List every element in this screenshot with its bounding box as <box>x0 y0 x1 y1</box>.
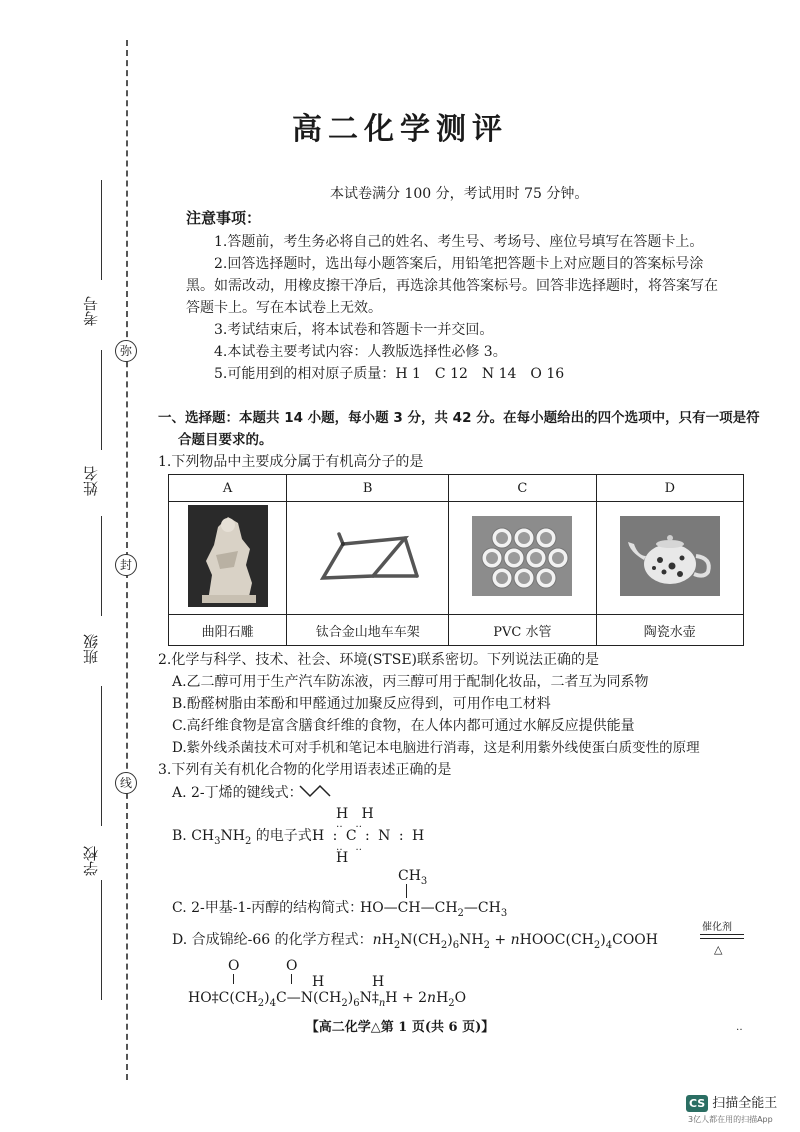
seal-mark-xian: 线 <box>115 772 137 794</box>
pvc-pipes-image <box>472 516 572 596</box>
methyl-bond <box>406 884 407 898</box>
q3-option-c: C. 2-甲基-1-丙醇的结构简式： <box>172 900 364 916</box>
q1-option-c-caption: PVC 水管 <box>449 615 596 646</box>
q1-option-b-image <box>287 502 449 615</box>
notice-heading: 注意事项： <box>186 209 262 227</box>
q1-options-table <box>168 474 744 646</box>
section1-heading-cont: 合题目要求的。 <box>178 432 273 448</box>
q1-option-a-image <box>169 502 287 615</box>
notice-3: 3.考试结束后，将本试卷和答题卡一并交回。 <box>214 322 494 338</box>
q2-stem: 2.化学与科学、技术、社会、环境(STSE)联系密切。下列说法正确的是 <box>158 652 600 668</box>
notice-4: 4.本试卷主要考试内容：人教版选择性必修 3。 <box>214 344 507 360</box>
carbonyl-bond-1 <box>233 974 234 984</box>
q1-option-b-caption: 钛合金山地车车架 <box>287 615 449 646</box>
label-exam-number: 考号 <box>82 296 100 326</box>
q3-option-d-text: D. 合成锦纶-66 的化学方程式： <box>172 932 373 948</box>
field-line-bottom <box>101 880 103 1000</box>
notice-2-cont: 黑。如需改动，用橡皮擦干净后，再选涂其他答案标号。回答非选择题时，将答案写在 <box>186 278 718 294</box>
intro-text: 本试卷满分 100 分，考试用时 75 分钟。 <box>330 186 589 202</box>
scanner-watermark <box>686 1092 777 1112</box>
section1-heading: 一、选择题：本题共 14 小题，每小题 3 分，共 42 分。在每小题给出的四个选项中，只有一项是符 <box>158 410 760 426</box>
label-class: 班级 <box>82 634 100 664</box>
page-title: 高二化学测评 <box>292 112 508 147</box>
q3-option-b-text: 的电子式： <box>255 828 326 844</box>
methylamine-dot-bottom: H <box>336 850 349 866</box>
bike-frame-image <box>313 526 423 586</box>
amide-h-2: H <box>372 974 385 990</box>
scanner-name: 扫描全能王 <box>712 1096 778 1111</box>
field-line-class <box>101 516 103 616</box>
q2-option-a: A.乙二醇可用于生产汽车防冻液，丙三醇可用于配制化妆品，二者互为同系物 <box>172 674 649 690</box>
reaction-arrow-line-bottom <box>700 938 744 939</box>
methylamine-dot-center: H : C : N : H <box>312 828 427 844</box>
seal-mark-mi: 弥 <box>115 340 137 362</box>
notice-1: 1.答题前，考生务必将自己的姓名、考生号、考场号、座位号填写在答题卡上。 <box>214 234 704 250</box>
q1-option-c-image <box>449 502 596 615</box>
q3-option-a: A. 2-丁烯的键线式： <box>172 785 303 801</box>
carbonyl-o-2: O <box>286 958 298 974</box>
label-school: 学校 <box>82 846 100 876</box>
q3-stem: 3.下列有关有机化合物的化学用语表述正确的是 <box>158 762 452 778</box>
q1-stem: 1.下列物品中主要成分属于有机高分子的是 <box>158 454 424 470</box>
q1-option-d-caption: 陶瓷水壶 <box>596 615 743 646</box>
field-line-school <box>101 686 103 826</box>
seal-mark-feng: 封 <box>115 554 137 576</box>
stone-carving-image <box>188 505 268 607</box>
q3-option-d: D. 合成锦纶-66 的化学方程式：$nH_2N(CH_2)_6NH_2$ + $nHOOC(CH_2)_4COOH$ <box>172 932 658 951</box>
q1-option-b-letter: B <box>287 475 449 502</box>
scanner-subtitle: 3亿人都在用的扫描App <box>688 1115 773 1124</box>
nylon-product-formula: $HO\ddagger C(CH_2)_4C—N(CH_2)_6N\ddagger_nH + 2nH_2O$ <box>188 990 467 1009</box>
q2-option-b: B.酚醛树脂由苯酚和甲醛通过加聚反应得到，可用作电工材料 <box>172 696 551 712</box>
label-name: 姓名 <box>82 466 100 496</box>
page-footer: 【高二化学△第 1 页(共 6 页)】 <box>305 1020 495 1035</box>
methylamine-dot-top-pairs: ‥ ‥ <box>336 819 363 830</box>
amide-h-1: H <box>312 974 325 990</box>
q1-option-a-letter: A <box>169 475 287 502</box>
q1-option-a-caption: 曲阳石雕 <box>169 615 287 646</box>
propanol-formula: $HO—CH—CH_2—CH_3$ <box>360 900 508 919</box>
methylamine-dot-bottom-pairs: ‥ ‥ <box>336 842 363 853</box>
q1-option-d-letter: D <box>596 475 743 502</box>
reaction-arrow-line-top <box>700 934 744 935</box>
corner-dots: ‥ <box>736 1022 743 1033</box>
carbonyl-bond-2 <box>291 974 292 984</box>
q2-option-d: D.紫外线杀菌技术可对手机和笔记本电脑进行消毒，这是利用紫外线使蛋白质变性的原理 <box>172 740 700 756</box>
notice-5: 5.可能用到的相对原子质量：H 1 C 12 N 14 O 16 <box>214 366 565 382</box>
q1-option-d-image <box>596 502 743 615</box>
catalyst-label: 催化剂 <box>702 922 732 933</box>
q3-option-b: B. $CH_3NH_2$ 的电子式： <box>172 828 326 847</box>
heat-symbol: △ <box>714 943 723 956</box>
notice-2-end: 答题卡上。写在本试卷上无效。 <box>186 300 382 316</box>
carbonyl-o-1: O <box>228 958 240 974</box>
field-line-name <box>101 350 103 450</box>
field-line-exam-number <box>101 180 103 280</box>
methyl-branch: $CH_3$ <box>398 868 428 887</box>
butene-skeletal-formula <box>298 782 332 800</box>
methylamine-dot-top: H H <box>336 806 374 822</box>
ceramic-teapot-image <box>620 516 720 596</box>
notice-2: 2.回答选择题时，选出每小题答案后，用铅笔把答题卡上对应题目的答案标号涂 <box>214 256 704 272</box>
q1-option-c-letter: C <box>449 475 596 502</box>
scanner-badge: CS <box>686 1095 708 1112</box>
q2-option-c: C.高纤维食物是富含膳食纤维的食物，在人体内都可通过水解反应提供能量 <box>172 718 635 734</box>
